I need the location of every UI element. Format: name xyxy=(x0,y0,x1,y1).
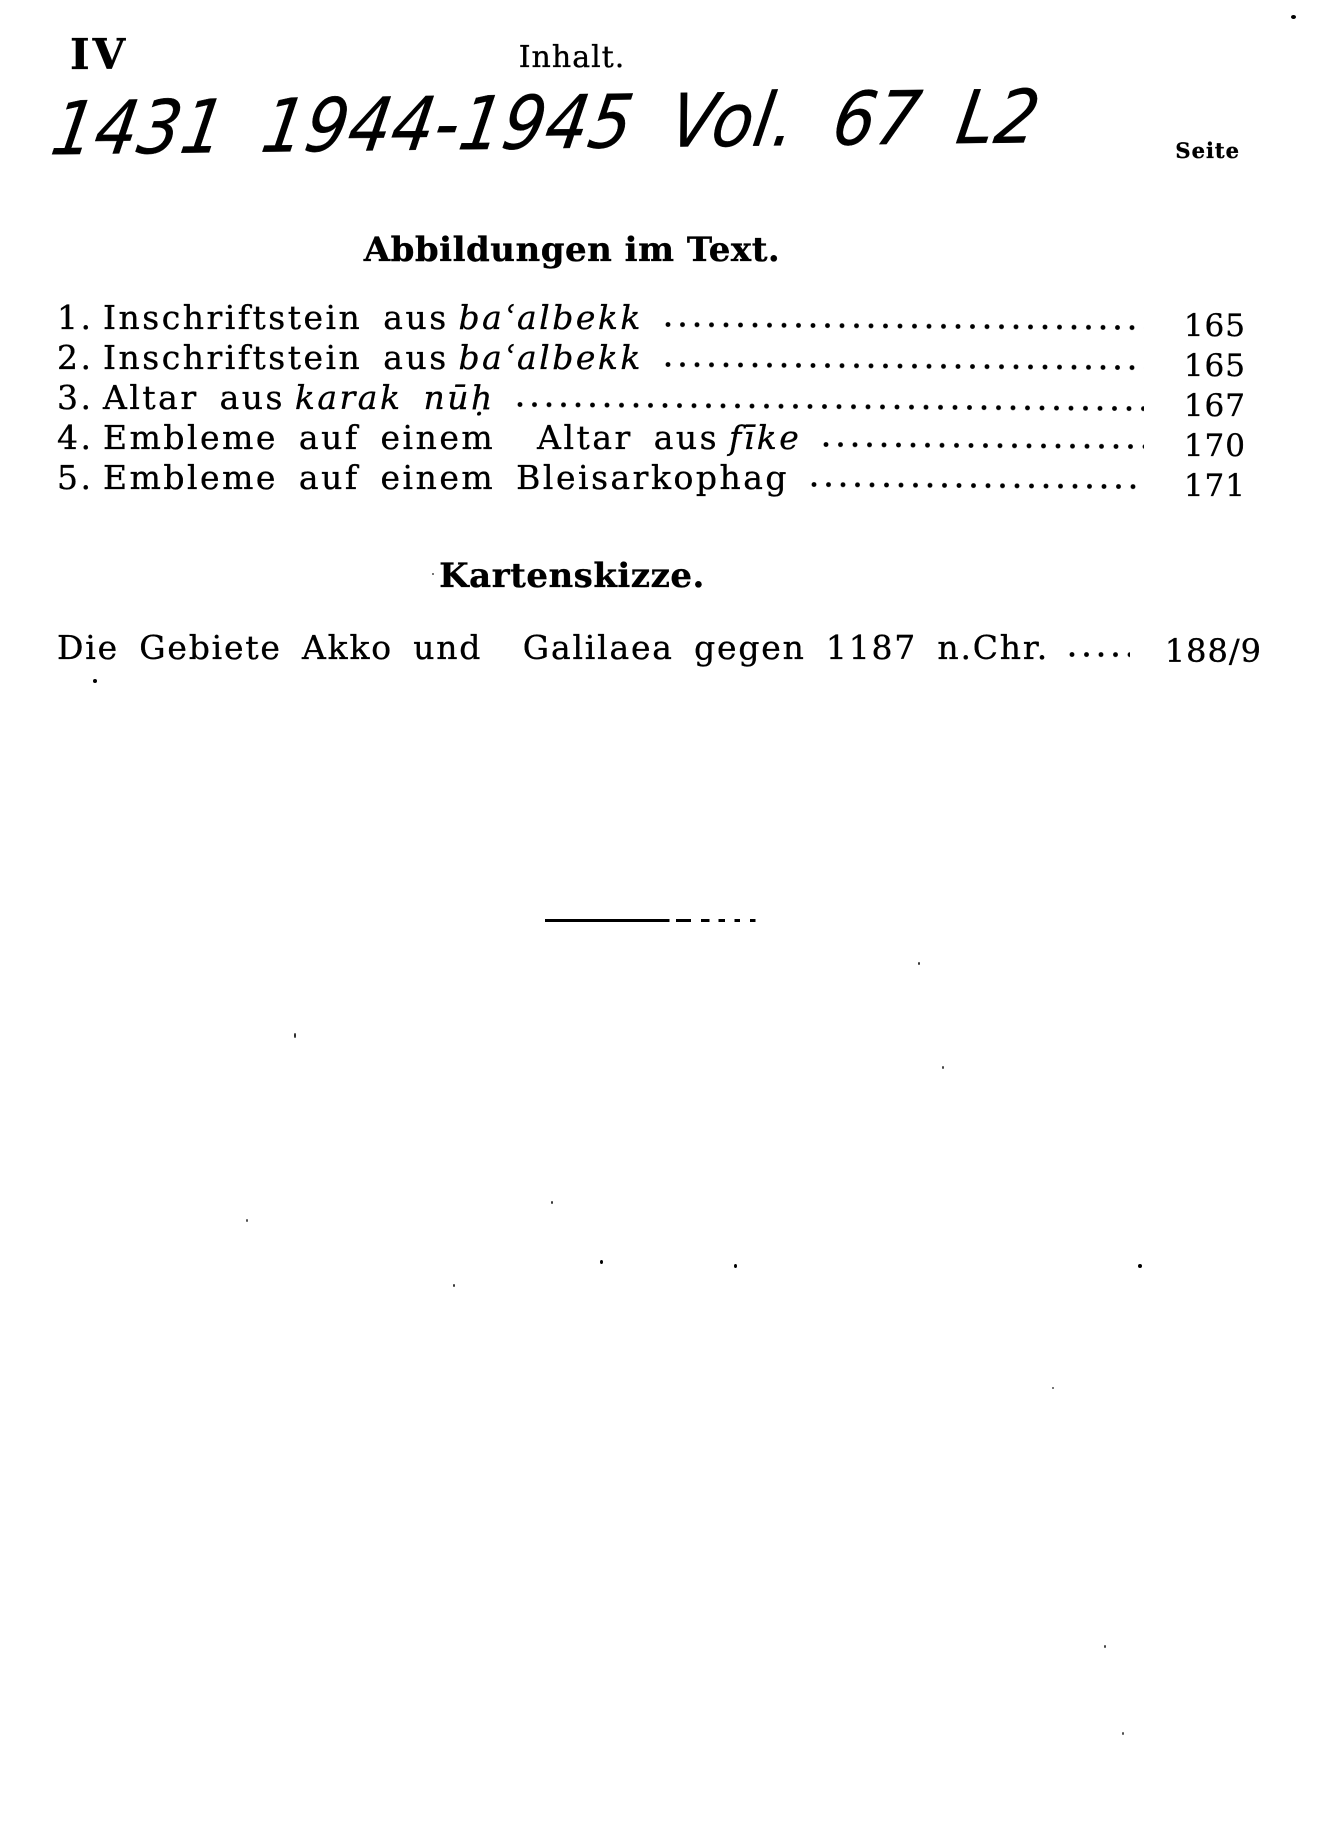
scan-speck xyxy=(734,1264,737,1268)
toc-item-number: 3. xyxy=(57,378,94,417)
handwritten-annotation: 1431 1944-1945 Vol. 67 L2 xyxy=(45,73,1047,173)
toc-item-italic-text: baʿalbekk xyxy=(458,338,643,377)
scan-speck xyxy=(918,962,920,965)
scan-speck xyxy=(1138,1264,1142,1268)
toc-item-text: Inschriftstein aus xyxy=(103,298,449,337)
toc-item-number: 5. xyxy=(57,458,94,497)
toc-row xyxy=(57,378,1262,424)
toc-item-number: 2. xyxy=(57,338,94,377)
toc-page-number: 167 xyxy=(1183,388,1246,424)
map-section-heading: Kartenskizze. xyxy=(439,556,705,596)
toc-item-number: 4. xyxy=(57,418,94,457)
toc-page-number: 165 xyxy=(1183,308,1246,344)
toc-item-text: Embleme auf einem Bleisarkophag xyxy=(103,458,789,497)
scan-speck xyxy=(246,1219,248,1222)
map-page-number: 188/9 xyxy=(1164,632,1262,670)
toc-page-number: 165 xyxy=(1183,348,1246,384)
map-entry-text: Die Gebiete Akko und Galilaea gegen 1187 n.Chr. xyxy=(57,628,1050,667)
scan-speck xyxy=(294,1033,296,1038)
toc-item-text: Altar aus xyxy=(103,378,285,417)
scan-speck xyxy=(1122,1732,1124,1735)
toc-row xyxy=(57,298,1262,344)
dot-leader xyxy=(665,321,1144,331)
dot-leader xyxy=(811,481,1144,490)
scan-speck xyxy=(600,1260,603,1264)
scan-speck xyxy=(93,679,97,683)
toc-row xyxy=(57,418,1262,464)
dot-leader xyxy=(665,361,1144,371)
toc-item-number: 1. xyxy=(57,298,94,337)
scan-speck xyxy=(432,573,434,575)
figures-toc-list xyxy=(57,298,1262,504)
toc-page-number: 171 xyxy=(1183,468,1246,504)
scan-speck xyxy=(551,1201,553,1204)
page-number: IV xyxy=(70,30,129,79)
separator-rule xyxy=(545,919,763,922)
scan-speck xyxy=(1104,1645,1106,1648)
scan-speck xyxy=(1052,1387,1054,1389)
toc-row xyxy=(57,458,1262,504)
toc-item-text: Inschriftstein aus xyxy=(103,338,449,377)
toc-item-text: Embleme auf einem Altar aus xyxy=(103,418,720,457)
dot-leader xyxy=(823,441,1144,450)
dot-leader xyxy=(517,401,1144,412)
dot-leader xyxy=(1069,651,1130,658)
scan-speck xyxy=(453,1284,455,1287)
figures-section-heading: Abbildungen im Text. xyxy=(363,230,781,270)
page-title: Inhalt. xyxy=(518,40,626,75)
page-column-header: Seite xyxy=(1175,138,1240,163)
map-toc-row xyxy=(57,626,1264,670)
scan-speck xyxy=(942,1066,944,1069)
scan-speck xyxy=(1291,15,1296,19)
toc-item-italic-text: karak nūḥ xyxy=(294,378,495,417)
toc-page-number: 170 xyxy=(1183,428,1246,464)
toc-item-italic-text: fīke xyxy=(729,418,802,457)
toc-row xyxy=(57,338,1262,384)
toc-item-italic-text: baʿalbekk xyxy=(458,298,643,337)
